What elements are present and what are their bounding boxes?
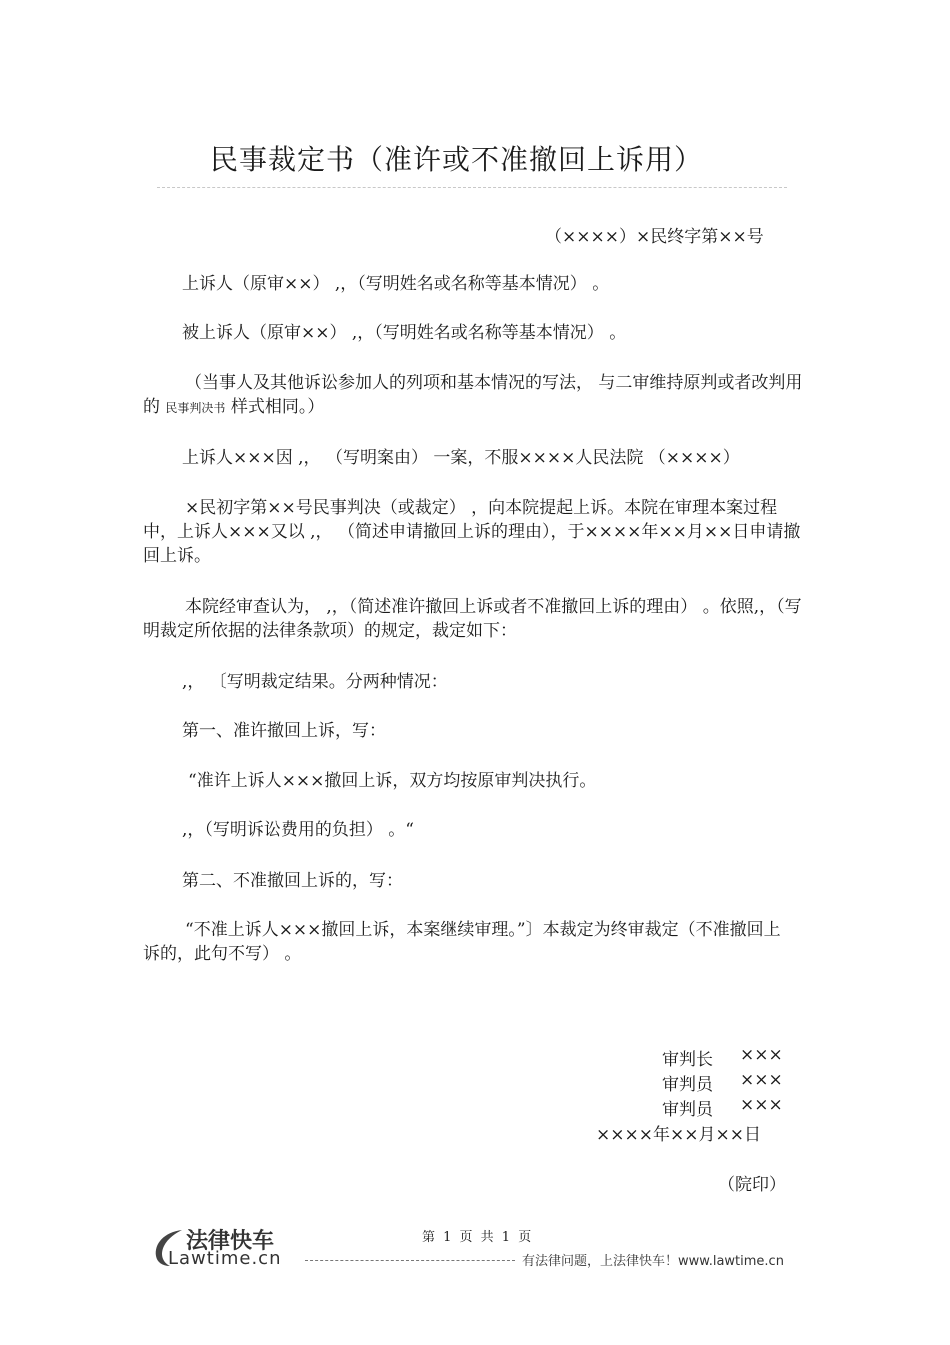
footer-divider: [305, 1260, 515, 1261]
appellant-line: 上诉人（原审××） ,，（写明姓名或名称等基本情况） 。: [182, 274, 610, 294]
logo-chinese: 法律快车: [186, 1229, 275, 1254]
signature-name: ×××: [740, 1045, 783, 1065]
note-reference: 民事判决书: [165, 401, 226, 415]
note-text-part2: 样式相同。）: [225, 397, 325, 417]
title-divider: [157, 187, 787, 188]
page-number: 第 1 页 共 1 页: [422, 1230, 534, 1245]
case-number: （××××）×民终字第××号: [545, 227, 764, 247]
signature-name: ×××: [740, 1070, 783, 1090]
document-title: 民事裁定书（准许或不准撤回上诉用）: [210, 143, 704, 176]
logo-english: Lawtime.cn: [168, 1248, 282, 1269]
case1-heading: 第一、准许撤回上诉，写：: [182, 721, 386, 741]
appellee-line: 被上诉人（原审××） ,，（写明姓名或名称等基本情况） 。: [182, 323, 627, 343]
footer-slogan: 有法律问题，上法律快车！www.lawtime.cn: [522, 1254, 784, 1269]
signature-role: 审判员: [662, 1100, 713, 1120]
review-paragraph: 本院经审查认为， ,，（简述准许撤回上诉或者不准撤回上诉的理由） 。依照,，（写明裁定所依据的法律条款项）的规定，裁定如下：: [143, 597, 802, 641]
process-paragraph: ×民初字第××号民事判决（或裁定） ，向本院提起上诉。本院在审理本案过程中，上诉人×××又以 ,， （简述申请撤回上诉的理由），于××××年××月××日申请撤回上诉。: [143, 498, 801, 566]
signature-name: ×××: [740, 1095, 783, 1115]
signature-role: 审判员: [662, 1075, 713, 1095]
case2-paragraph: “不准上诉人×××撤回上诉，本案继续审理。”〕本裁定为终审裁定（不准撤回上诉的，此句不写） 。: [143, 920, 781, 964]
note-text-part1: （当事人及其他诉讼参加人的列项和基本情况的写法， 与二审维持原判或者改判用的: [143, 373, 803, 417]
case1-cost: ,，（写明诉讼费用的负担） 。“: [182, 820, 414, 840]
case1-text: “准许上诉人×××撤回上诉，双方均按原审判决执行。: [188, 771, 597, 791]
signature-role: 审判长: [662, 1050, 713, 1070]
case2-heading: 第二、不准撤回上诉的，写：: [182, 871, 403, 891]
party-format-note: [143, 371, 803, 420]
court-seal: （院印）: [718, 1175, 786, 1195]
document-date: ××××年××月××日: [596, 1125, 761, 1145]
result-intro: ,， 〔写明裁定结果。分两种情况：: [182, 672, 448, 692]
cause-paragraph: 上诉人×××因 ,， （写明案由） 一案，不服××××人民法院 （××××）: [182, 448, 740, 468]
